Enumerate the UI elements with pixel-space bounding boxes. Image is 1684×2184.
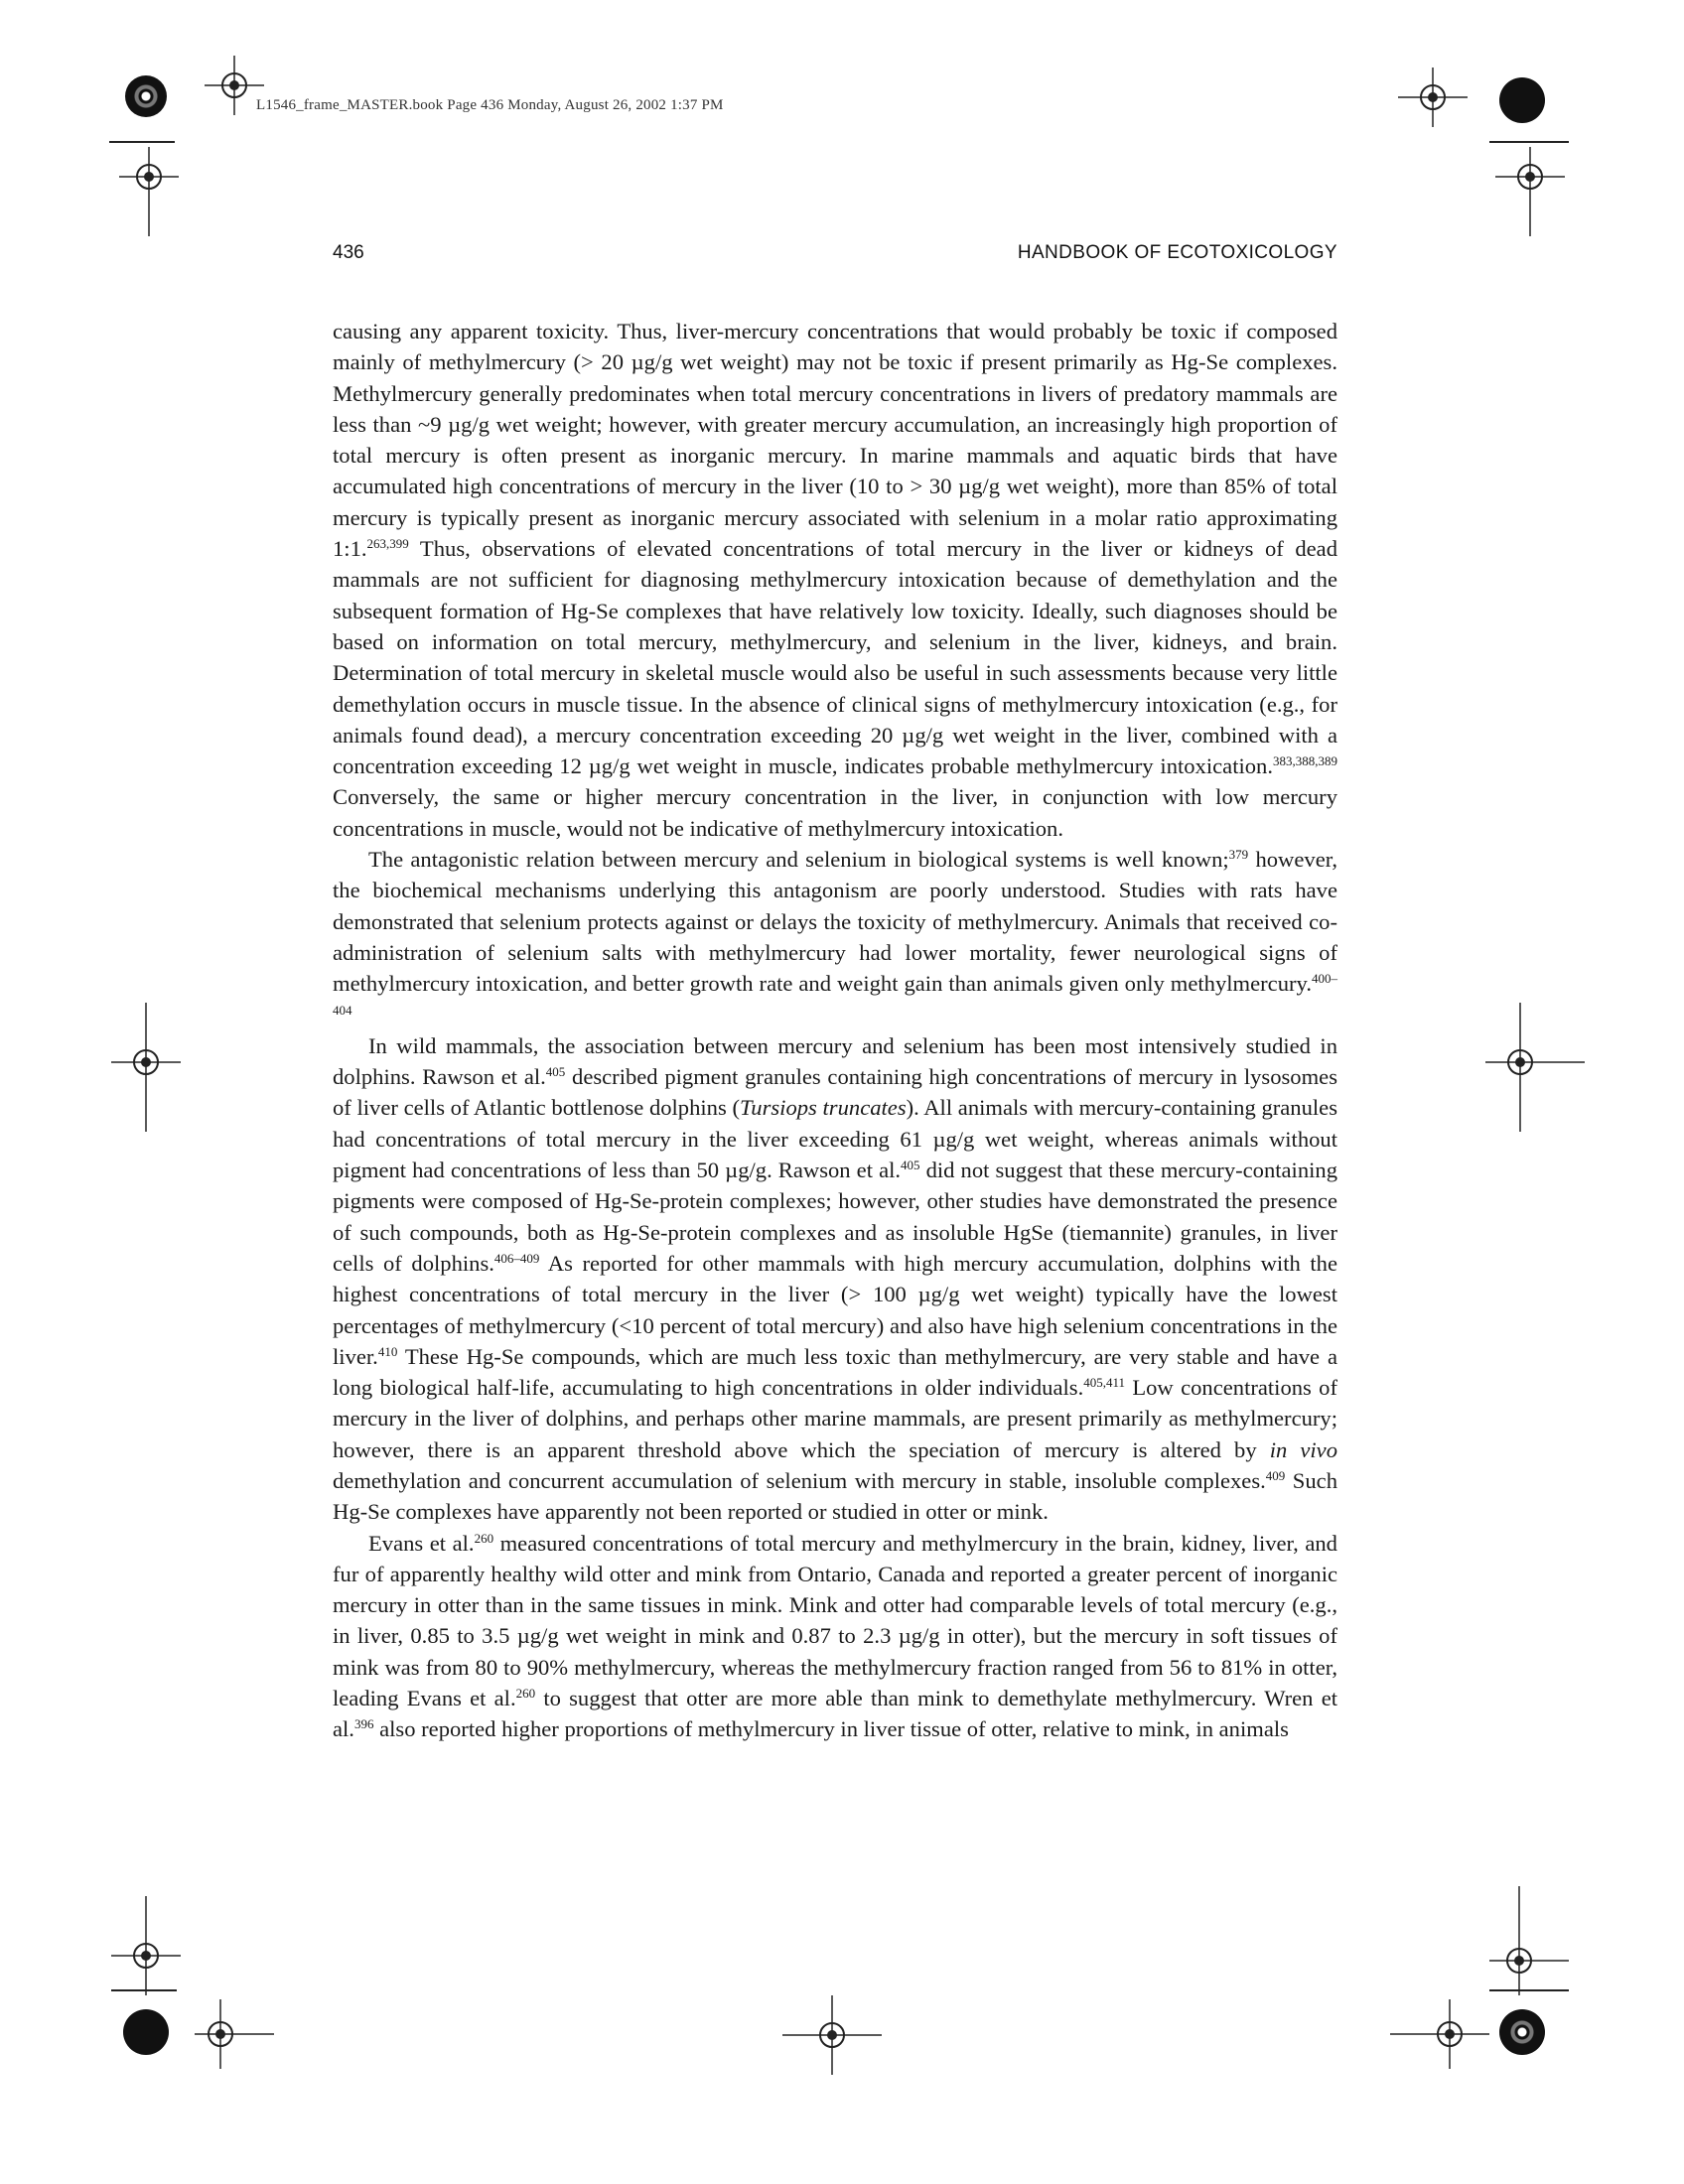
text-run: causing any apparent toxicity. Thus, liver-mercury concentrations that would probably be toxic if composed mainly of methylmercury (> 20 µg/g wet weight) may not be toxic if present primarily as Hg-Se complexes. Methylmercury generally predominates when total mercury concentrations in livers of predatory mammals are less than ~9 µg/g wet weight; however, with greater mercury accumulation, an increasingly high proportion of total mercury is often present as inorganic mercury. In marine mammals and aquatic birds that have accumulated high concentrations of mercury in the liver (10 to > 30 µg/g wet weight), more than 85% of total mercury is typically present as inorganic mercury associated with selenium in a molar ratio approximating 1:1. (333, 319, 1337, 562)
crosshair-top-left-a (205, 56, 264, 115)
text-run: to suggest that otter are more able than mink to demethylate methylmercury. Wren et al. (333, 1686, 1337, 1742)
print-slug: L1546_frame_MASTER.book Page 436 Monday, August 26, 2002 1:37 PM (256, 97, 724, 113)
bottom-left-registration-dot (123, 2009, 169, 2055)
text-run: Conversely, the same or higher mercury concentration in the liver, in conjunction with low mercury concentrations in muscle, would not be indicative of methylmercury intoxication. (333, 784, 1337, 841)
text-run: described pigment granules containing high concentrations of mercury in lysosomes of liver cells of Atlantic bottlenose dolphins ( (333, 1064, 1337, 1121)
paragraph (333, 316, 1337, 844)
bottom-right-registration-rosette (1499, 2009, 1545, 2055)
crosshair-bottom-right-a (1489, 1886, 1569, 1995)
text-run: Low concentrations of mercury in the liver of dolphins, and perhaps other marine mammals, are present primarily as methylmercury; however, there is an apparent threshold above which the speciation of mercury is altered by (333, 1375, 1337, 1462)
text-run: These Hg-Se compounds, which are much less toxic than methylmercury, are very stable and have a long biological half-life, accumulating to high concentrations in older individuals. (333, 1343, 1337, 1401)
trim-line-bottom-left (111, 1989, 177, 1991)
text-run: Thus, observations of elevated concentrations of total mercury in the liver or kidneys of dead mammals are not sufficient for diagnosing methylmercury intoxication because of demethylation and the subsequent formation of Hg-Se complexes that have relatively low toxicity. Ideally, such diagnoses should be based on information on total mercury, methylmercury, and selenium in the liver, kidneys, and brain. Determination of total mercury in skeletal muscle would also be useful in such assessments because very little demethylation occurs in muscle tissue. In the absence of clinical signs of methylmercury intoxication (e.g., for animals found dead), a mercury concentration exceeding 20 µg/g wet weight in the liver, combined with a concentration exceeding 12 µg/g wet weight in muscle, indicates probable methylmercury intoxication. (333, 536, 1337, 779)
citation-superscript: 406–409 (493, 1250, 540, 1266)
citation-superscript: 396 (353, 1716, 374, 1732)
citation-superscript: 260 (474, 1530, 494, 1546)
crosshair-bottom-left-b (195, 1999, 274, 2069)
text-run: Evans et al. (368, 1530, 475, 1556)
crosshair-top-left-b (119, 147, 179, 236)
citation-superscript: 383,388,389 (1273, 753, 1337, 769)
citation-superscript: 260 (515, 1686, 536, 1702)
text-run: measured concentrations of total mercury and methylmercury in the brain, kidney, liver, and fur of apparently healthy wild otter and mink from Ontario, Canada and reported a greater percent of inorganic mercury in otter than in the same tissues in mink. Mink and otter had comparable levels of total mercury (e.g., in liver, 0.85 to 3.5 µg/g wet weight in mink and 0.87 to 2.3 µg/g in otter), but the mercury in soft tissues of mink was from 80 to 90% methylmercury, whereas the methylmercury fraction ranged from 56 to 81% in otter, leading Evans et al. (333, 1530, 1337, 1711)
trim-line-bottom-right (1489, 1989, 1569, 1991)
citation-superscript: 409 (1265, 1467, 1286, 1483)
citation-superscript: 405 (901, 1158, 920, 1173)
running-title: HANDBOOK OF ECOTOXICOLOGY (1017, 242, 1337, 263)
italic-text: in vivo (1269, 1436, 1337, 1462)
crosshair-right-middle (1485, 1003, 1585, 1132)
top-left-registration-rosette (125, 75, 167, 117)
trim-line-top-left (109, 141, 175, 143)
running-header (333, 242, 1337, 272)
top-right-registration-dot (1499, 77, 1545, 123)
text-run: In wild mammals, the association between mercury and selenium has been most intensively studied in dolphins. Rawson et al. (333, 1032, 1337, 1090)
citation-superscript: 405 (545, 1064, 566, 1080)
crosshair-left-middle (111, 1003, 181, 1132)
text-run: Such Hg-Se complexes have apparently not been reported or studied in otter or mink. (333, 1467, 1337, 1525)
crosshair-bottom-center (782, 1995, 882, 2075)
citation-superscript: 379 (1228, 847, 1249, 863)
crosshair-bottom-left-a (111, 1896, 181, 1995)
text-run: The antagonistic relation between mercury and selenium in biological systems is well known; (368, 847, 1229, 873)
text-run: however, the biochemical mechanisms underlying this antagonism are poorly understood. Studies with rats have demonstrated that selenium protects against or delays the toxicity of methylmercury. Animals that received co-administration of selenium salts with methylmercury had lower mortality, fewer neurological signs of methylmercury intoxication, and better growth rate and weight gain than animals given only methylmercury. (333, 847, 1337, 997)
crosshair-bottom-right-b (1390, 1999, 1489, 2069)
paragraph (333, 1030, 1337, 1528)
citation-superscript: 400–404 (333, 971, 1337, 1018)
text-run: ). All animals with mercury-containing granules had concentrations of total mercury in the liver exceeding 61 µg/g wet weight, whereas animals without pigment had concentrations of less than 50 µg/g. Rawson et al. (333, 1095, 1337, 1183)
text-run: also reported higher proportions of methylmercury in liver tissue of otter, relative to mink, in animals (373, 1716, 1289, 1742)
trim-line-top-right (1489, 141, 1569, 143)
text-run: As reported for other mammals with high mercury accumulation, dolphins with the highest concentrations of total mercury in the liver (> 100 µg/g wet weight) typically have the lowest percentages of methylmercury (<10 percent of total mercury) and also have high selenium concentrations in the liver. (333, 1250, 1337, 1369)
paragraph (333, 844, 1337, 1030)
text-run: did not suggest that these mercury-containing pigments were composed of Hg-Se-protein complexes; however, other studies have demonstrated the presence of such compounds, both as Hg-Se-protein complexes and as insoluble HgSe (tiemannite) granules, in liver cells of dolphins. (333, 1158, 1338, 1276)
body-text (333, 316, 1337, 1745)
citation-superscript: 410 (377, 1343, 398, 1359)
page-number: 436 (333, 242, 364, 263)
text-run: demethylation and concurrent accumulation of selenium with mercury in stable, insoluble complexes. (333, 1467, 1266, 1493)
italic-text: Tursiops truncates (739, 1095, 907, 1121)
citation-superscript: 405,411 (1083, 1375, 1125, 1391)
crosshair-top-right-b (1495, 147, 1565, 236)
crosshair-top-right-a (1398, 68, 1468, 127)
citation-superscript: 263,399 (366, 536, 409, 552)
paragraph (333, 1528, 1337, 1745)
